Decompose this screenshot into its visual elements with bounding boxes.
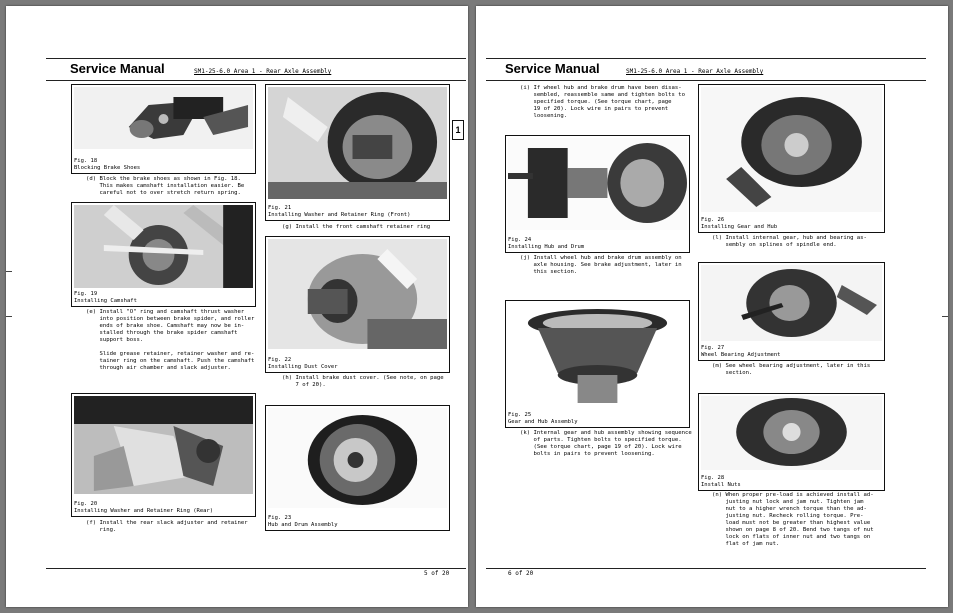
figure-number: Fig. 27 [701,345,725,351]
figure-number: Fig. 28 [701,475,725,481]
figure-24 [505,135,690,253]
figure-20 [71,393,256,517]
figure-title: Installing Dust Cover [268,364,338,370]
paragraph-n: (n) When proper pre-load is achieved install ad- justing nut lock and jam nut. Tighten jam nut to a higher wrench torque than the ad- justing nut. Recheck rolling torque. Pre- load must not be greater than highest value shown on page 8 of 20. Bend two tangs of nut lock on flats of inner nut and two tangs on flat of jam nut. [712,492,874,547]
figure-caption [701,475,741,489]
figure-title: Installing Gear and Hub [701,224,778,230]
figure-23 [265,405,450,531]
edge-mark [6,271,12,272]
figure-title: Wheel Bearing Adjustment [701,352,781,358]
figure-title: Hub and Drum Assembly [268,522,338,528]
photo-installing-hub-drum [508,138,687,230]
figure-title: Installing Camshaft [74,298,137,304]
figure-caption [701,345,780,359]
figure-number: Fig. 23 [268,515,292,521]
figure-19 [71,202,256,307]
figure-number: Fig. 22 [268,357,292,363]
photo-hub-drum-assembly [268,408,447,508]
figure-18 [71,84,256,174]
figure-number: Fig. 20 [74,501,98,507]
figure-22 [265,236,450,373]
figure-number: Fig. 18 [74,158,98,164]
page-number: 5 of 20 [424,570,450,577]
figure-number: Fig. 26 [701,217,725,223]
figure-caption [268,515,338,529]
figure-caption [508,237,584,251]
photo-washer-retainer-rear [74,396,253,494]
edge-mark [942,316,948,317]
figure-25 [505,300,690,428]
paragraph-f: (f) Install the rear slack adjuster and retainer ring. [86,520,248,533]
header-rule [486,80,926,81]
paragraph-d: (d) Block the brake shoes as shown in Fig. 18. This makes camshaft installation easier. Be careful not to over stretch return spring. [86,176,245,196]
photo-installing-dust-cover [268,239,447,349]
paragraph-g: (g) Install the front camshaft retainer ring [282,224,431,230]
photo-install-nuts [701,396,882,470]
manual-title: Service Manual [70,61,165,76]
paragraph-i: (i) If wheel hub and brake drum have been disas- sembled, reassemble same and tighten bolts to specified torque. (See torque chart, page 19 of 20). Lock wire in pairs to prevent loosening. [520,85,686,119]
figure-26 [698,84,885,233]
figure-caption [74,501,213,515]
figure-21 [265,84,450,221]
figure-title: Install Nuts [701,482,741,488]
figure-caption [74,158,140,172]
figure-caption [268,357,338,371]
paragraph-e: (e) Install "O" ring and camshaft thrust washer into position between brake spider, and roller ends of brake shoe. Camshaft may now be in- stalled through the brake spider camshaft support boss. [86,309,255,343]
manual-title: Service Manual [505,61,600,76]
photo-washer-retainer-front [268,87,447,199]
page-number: 6 of 20 [508,570,534,577]
figure-number: Fig. 24 [508,237,532,243]
photo-installing-camshaft [74,205,253,288]
figure-caption [508,412,578,426]
photo-gear-hub-assembly [508,303,687,407]
figure-caption [74,291,137,305]
photo-installing-gear-hub [701,87,882,212]
paragraph-e-continued: Slide grease retainer, retainer washer and re- tainer ring on the camshaft. Push the camshaft through air chamber and slack adjuster. [99,351,255,371]
top-rule [46,58,466,59]
photo-wheel-bearing-adjustment [701,265,882,341]
manual-subtitle: SM1-25-6.0 Area 1 - Rear Axle Assembly [194,68,332,75]
figure-title: Blocking Brake Shoes [74,165,141,171]
page-6 [476,6,948,607]
figure-title: Installing Hub and Drum [508,244,585,250]
manual-subtitle: SM1-25-6.0 Area 1 - Rear Axle Assembly [626,68,764,75]
figure-caption [701,217,777,231]
figure-title: Installing Washer and Retainer Ring (Rear) [74,508,214,514]
paragraph-h: (h) Install brake dust cover. (See note, on page 7 of 20). [282,375,444,388]
photo-blocking-brake-shoes [74,87,253,149]
paragraph-m: (m) See wheel bearing adjustment, later in this section. [712,363,871,376]
figure-27 [698,262,885,361]
paragraph-k: (k) Internal gear and hub assembly showing sequence of parts. Tighten bolts to specified torque. (See torque chart, page 19 of 20). Lock wire bolts in pairs to prevent loosening. [520,430,692,457]
header-rule [46,80,466,81]
figure-number: Fig. 21 [268,205,292,211]
figure-28 [698,393,885,491]
footer-rule [46,568,466,569]
figure-number: Fig. 19 [74,291,98,297]
footer-rule [486,568,926,569]
figure-title: Installing Washer and Retainer Ring (Front) [268,212,411,218]
figure-number: Fig. 25 [508,412,532,418]
page-5 [6,6,468,607]
figure-title: Gear and Hub Assembly [508,419,578,425]
top-rule [486,58,926,59]
paragraph-j: (j) Install wheel hub and brake drum assembly on axle housing. See brake adjustment, later in this section. [520,255,682,275]
figure-caption [268,205,410,219]
edge-mark [6,316,12,317]
section-tab: 1 [452,120,464,140]
paragraph-l: (l) Install internal gear, hub and bearing as- sembly on splines of spindle end. [712,235,867,248]
